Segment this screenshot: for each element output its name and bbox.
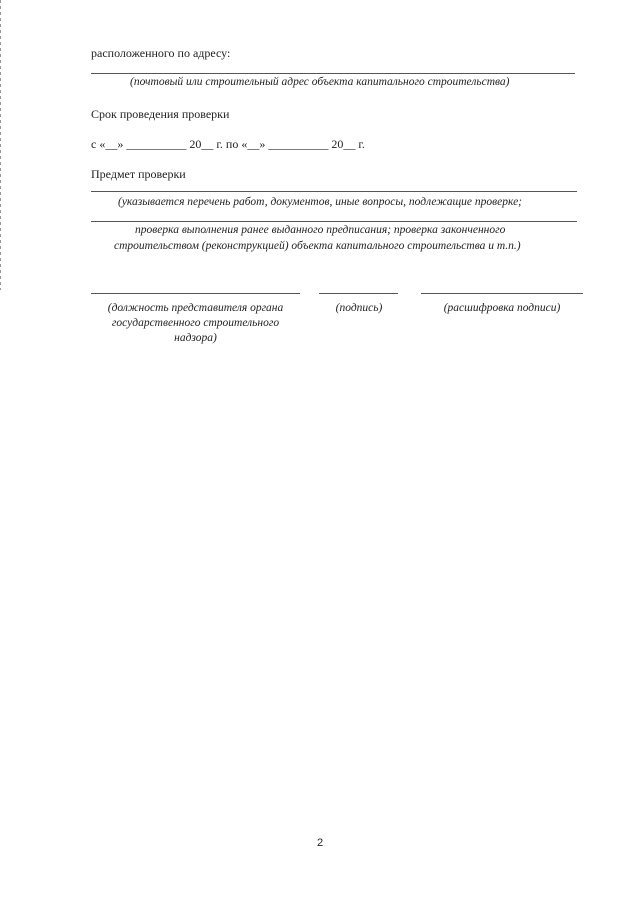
scan-edge: [0, 0, 1, 290]
position-caption-line-3: надзора): [174, 332, 217, 344]
decoding-field-line: [421, 293, 583, 294]
subject-field-line-2: [91, 221, 577, 222]
position-field-line: [91, 293, 300, 294]
address-field-line: [91, 73, 575, 74]
position-caption-line-2: государственного строительного: [111, 317, 280, 329]
page-number: 2: [316, 837, 324, 849]
subject-caption-line-3: строительством (реконструкцией) объекта капитального строительства и т.п.): [114, 240, 521, 252]
period-label: Срок проведения проверки: [91, 107, 230, 121]
address-label: расположенного по адресу:: [91, 46, 231, 60]
address-caption: (почтовый или строительный адрес объекта капитального строительства): [130, 76, 510, 88]
signature-caption: (подпись): [335, 302, 383, 314]
subject-label: Предмет проверки: [91, 167, 186, 181]
signature-field-line: [319, 293, 398, 294]
decoding-caption: (расшифровка подписи): [443, 302, 561, 314]
subject-field-line-1: [91, 191, 577, 192]
subject-caption-line-2: проверка выполнения ранее выданного предписания; проверка законченного: [135, 224, 506, 236]
period-line: с «__» __________ 20__ г. по «__» __________ 20__ г.: [91, 137, 365, 151]
subject-caption-line-1: (указывается перечень работ, документов, иные вопросы, подлежащие проверке;: [118, 196, 523, 208]
position-caption-line-1: (должность представителя органа: [107, 302, 284, 314]
